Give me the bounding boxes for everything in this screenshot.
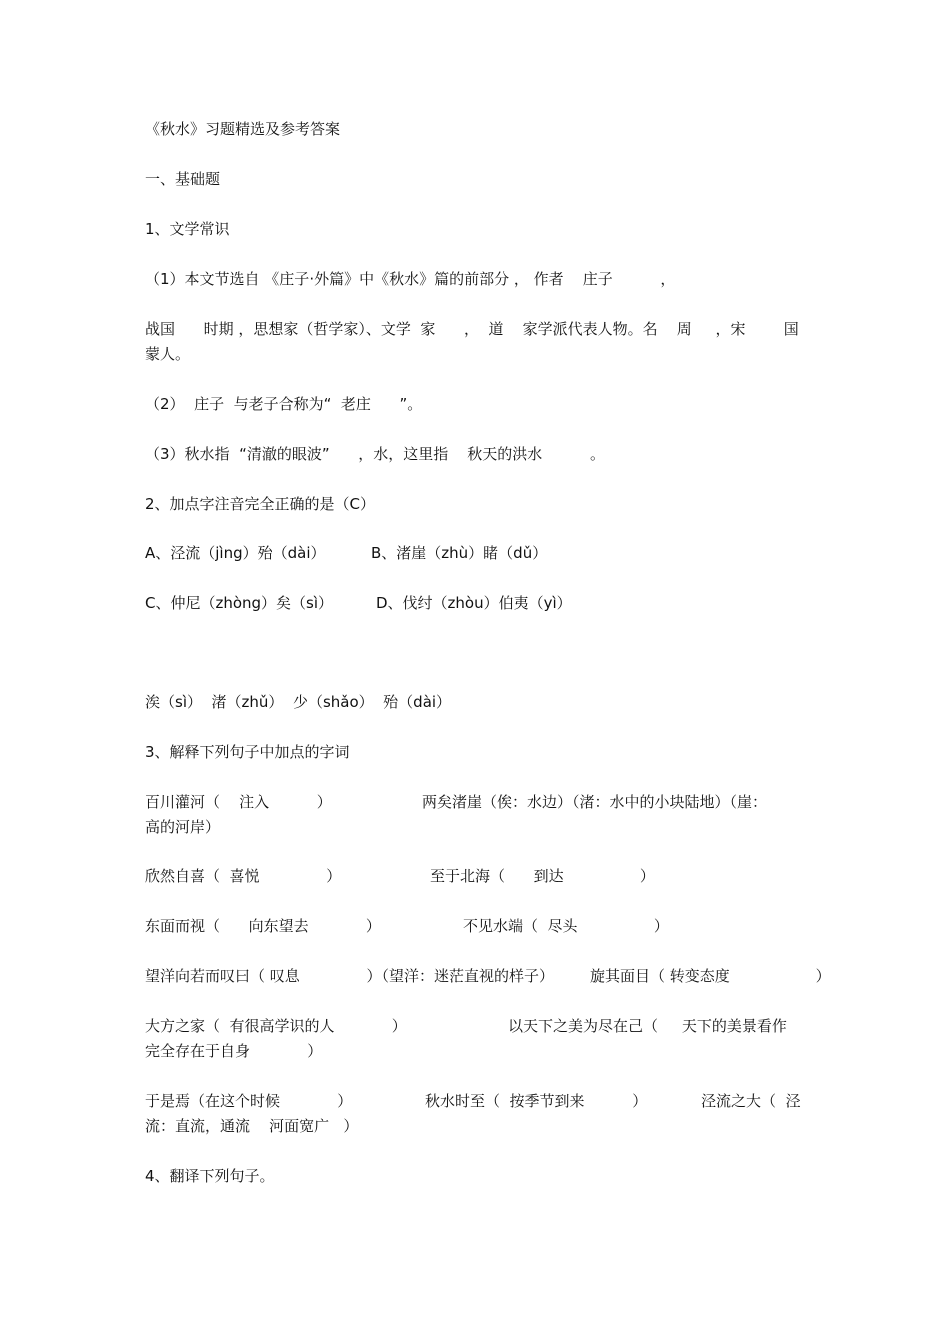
q3-item-9: 大方之家（ 有很高学识的人 ）	[145, 1017, 407, 1035]
q3-item-2-continued: 高的河岸）	[145, 818, 221, 836]
q3-item-6: 不见水端（ 尽头 ）	[463, 917, 669, 935]
section-heading: 一、基础题	[145, 170, 221, 188]
q2-option-b: B、渚崖（zhù）睹（dǔ）	[371, 544, 548, 562]
q2-option-a: A、泾流（jìng）殆（dài）	[145, 544, 326, 562]
q3-item-2: 两矣渚崖（俟：水边）（渚：水中的小块陆地）（崖：	[422, 793, 768, 811]
question-2-heading: 2、加点字注音完全正确的是（C）	[145, 495, 376, 513]
question-1-heading: 1、文学常识	[145, 220, 230, 238]
q1-part1-continued: 战国 时期 ，思想家（哲学家）、文学 家 ， 道 家学派代表人物。名 周 ，宋 国	[145, 320, 799, 338]
q3-item-5: 东面而视（ 向东望去 ）	[145, 917, 381, 935]
document-title: 《秋水》习题精选及参考答案	[145, 120, 341, 138]
q2-option-c: C、仲尼（zhòng）矣（sì）	[145, 594, 334, 612]
question-3-heading: 3、解释下列句子中加点的字词	[145, 743, 350, 761]
q2-pinyin-note: 涘（sì） 渚（zhǔ） 少（shǎo） 殆（dài）	[145, 693, 452, 711]
q3-item-10: 以天下之美为尽在己（ 天下的美景看作	[508, 1017, 787, 1035]
q3-item-12: 秋水时至（ 按季节到来 ）	[425, 1092, 648, 1110]
q1-part1-continued-2: 蒙人。	[145, 345, 191, 363]
question-4-heading: 4、翻译下列句子。	[145, 1167, 275, 1185]
q3-item-7: 望洋向若而叹曰（ 叹息 ）（望洋：迷茫直视的样子）	[145, 967, 555, 985]
q3-item-11: 于是焉（在这个时候 ）	[145, 1092, 353, 1110]
q1-part1: （1）本文节选自 《庄子·外篇》中《秋水》篇的前部分 ， 作者 庄子 ，	[145, 270, 676, 288]
q3-item-3: 欣然自喜（ 喜悦 ）	[145, 867, 342, 885]
q3-item-10-continued: 完全存在于自身 ）	[145, 1042, 323, 1060]
q3-item-13-continued: 流：直流，通流 河面宽广 ）	[145, 1117, 359, 1135]
q3-item-1: 百川灌河（ 注入 ）	[145, 793, 332, 811]
q3-item-8: 旋其面目（ 转变态度 ）	[590, 967, 831, 985]
q1-part2: （2） 庄子 与老子合称为“ 老庄 ”。	[145, 395, 423, 413]
q2-option-d: D、伐纣（zhòu）伯夷（yì）	[376, 594, 572, 612]
q3-item-13: 泾流之大（ 泾	[701, 1092, 801, 1110]
q3-item-4: 至于北海（ 到达 ）	[430, 867, 655, 885]
q1-part3: （3）秋水指 “清澈的眼波” ，水，这里指 秋天的洪水 。	[145, 445, 605, 463]
